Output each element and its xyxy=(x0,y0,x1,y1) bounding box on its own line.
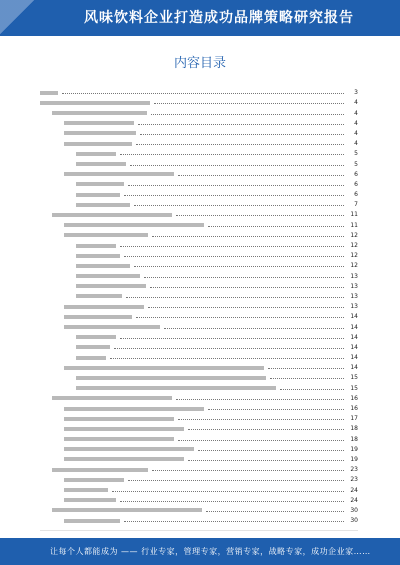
toc-leader-dots xyxy=(120,501,344,502)
toc-page-number: 14 xyxy=(350,364,358,372)
toc-entry-text-placeholder xyxy=(64,233,148,237)
toc-entry-title xyxy=(40,222,208,229)
toc-leader-dots xyxy=(120,246,344,247)
toc-entry[interactable] xyxy=(40,463,358,473)
toc-page-number: 11 xyxy=(350,221,358,229)
toc-entry-text-placeholder xyxy=(64,427,184,431)
toc-leader-dots xyxy=(138,124,344,125)
toc-leader-dots xyxy=(62,93,344,94)
toc-entry[interactable] xyxy=(40,402,358,412)
toc-entry-title xyxy=(40,283,150,290)
toc-page-number: 4 xyxy=(354,99,358,107)
toc-page-number: 30 xyxy=(350,517,358,525)
toc-leader-dots xyxy=(128,480,344,481)
toc-entry-text-placeholder xyxy=(76,335,116,339)
toc-leader-dots xyxy=(208,409,344,410)
toc-page-number: 14 xyxy=(350,343,358,351)
toc-leader-dots xyxy=(178,419,344,420)
toc-entry-text-placeholder xyxy=(64,457,184,461)
toc-page-number: 16 xyxy=(350,394,358,402)
toc-page-number: 13 xyxy=(350,282,358,290)
toc-page-number: 14 xyxy=(350,313,358,321)
toc-entry-text-placeholder xyxy=(64,223,204,227)
toc-entry-text-placeholder xyxy=(64,417,174,421)
toc-entry-title xyxy=(40,415,178,422)
toc-entry[interactable] xyxy=(40,157,358,167)
toc-entry-text-placeholder xyxy=(64,121,134,125)
toc-entry-title xyxy=(40,334,120,341)
toc-entry-text-placeholder xyxy=(76,244,116,248)
toc-page-number: 13 xyxy=(350,292,358,300)
toc-page-number: 6 xyxy=(354,191,358,199)
toc-page-number: 11 xyxy=(350,211,358,219)
toc-page-number: 4 xyxy=(354,129,358,137)
toc-entry[interactable] xyxy=(40,106,358,116)
toc-page-number: 12 xyxy=(350,242,358,249)
toc-entry-title xyxy=(40,497,120,504)
toc-entry[interactable] xyxy=(40,331,358,341)
toc-entry-text-placeholder xyxy=(76,356,106,360)
toc-entry[interactable] xyxy=(40,259,358,269)
toc-entry-title xyxy=(40,262,134,269)
toc-leader-dots xyxy=(136,144,344,145)
toc-leader-dots xyxy=(151,114,344,115)
toc-leader-dots xyxy=(270,378,344,379)
toc-page-number: 12 xyxy=(350,231,358,239)
toc-entry-text-placeholder xyxy=(76,162,126,166)
toc-entry-text-placeholder xyxy=(64,305,144,309)
toc-leader-dots xyxy=(198,450,344,451)
toc-entry[interactable] xyxy=(40,341,358,351)
toc-leader-dots xyxy=(178,175,344,176)
toc-leader-dots xyxy=(154,103,344,104)
toc-leader-dots xyxy=(114,348,344,349)
toc-entry-title xyxy=(40,181,128,188)
toc-entry[interactable] xyxy=(40,412,358,422)
toc-leader-dots xyxy=(206,511,344,512)
toc-entry[interactable] xyxy=(40,137,358,147)
toc-entry-text-placeholder xyxy=(64,488,108,492)
toc-entry-title xyxy=(40,293,126,300)
toc-page-number: 3 xyxy=(354,89,358,97)
toc-entry-text-placeholder xyxy=(76,284,146,288)
toc-leader-dots xyxy=(128,185,344,186)
report-title: 风味饮料企业打造成功品牌策略研究报告 xyxy=(84,10,354,26)
toc-entry-text-placeholder xyxy=(64,142,132,146)
toc-page-number: 13 xyxy=(350,303,358,311)
toc-entry-title xyxy=(40,476,128,483)
toc-page-number: 7 xyxy=(354,201,358,209)
toc-leader-dots xyxy=(134,266,344,267)
toc-entry-title xyxy=(40,313,136,320)
toc-entry-text-placeholder xyxy=(64,437,174,441)
toc-leader-dots xyxy=(124,521,344,522)
toc-page-number: 13 xyxy=(350,272,358,280)
toc-entry[interactable] xyxy=(40,392,358,402)
footer-tagline: 让每个人都能成为 —— 行业专家，管理专家，营销专家，战略专家，成功企业家…… xyxy=(50,547,371,556)
toc-entry-title xyxy=(40,110,151,117)
toc-entry[interactable] xyxy=(40,229,358,239)
toc-entry[interactable] xyxy=(40,351,358,361)
toc-entry-title xyxy=(40,99,154,106)
toc-leader-dots xyxy=(150,287,344,288)
toc-entry-title xyxy=(40,374,270,381)
toc-page-number: 12 xyxy=(350,262,358,270)
toc-entry-title xyxy=(40,130,140,137)
toc-leader-dots xyxy=(176,215,344,216)
toc-entry-title xyxy=(40,425,188,432)
toc-entry[interactable] xyxy=(40,239,358,249)
toc-leader-dots xyxy=(130,165,344,166)
toc-page-number: 19 xyxy=(350,455,358,463)
toc-entry[interactable] xyxy=(40,178,358,188)
toc-entry-title xyxy=(40,161,130,168)
toc-entry-text-placeholder xyxy=(64,366,264,370)
toc-entry-title xyxy=(40,395,176,402)
toc-entry-text-placeholder xyxy=(76,386,276,390)
toc-entry[interactable] xyxy=(40,473,358,483)
toc-entry[interactable] xyxy=(40,198,358,208)
report-footer xyxy=(0,538,400,565)
toc-entry-text-placeholder xyxy=(64,407,204,411)
toc-page-number: 5 xyxy=(354,160,358,168)
toc-entry[interactable] xyxy=(40,188,358,198)
toc-leader-dots xyxy=(280,389,344,390)
toc-leader-dots xyxy=(124,195,344,196)
toc-page-number: 4 xyxy=(354,140,358,148)
toc-entry-title xyxy=(40,456,188,463)
toc-entry[interactable] xyxy=(40,443,358,453)
toc-leader-dots xyxy=(136,317,344,318)
toc-entry[interactable] xyxy=(40,86,358,96)
toc-entry-text-placeholder xyxy=(64,519,120,523)
toc-entry[interactable] xyxy=(40,494,358,504)
toc-leader-dots xyxy=(152,470,344,471)
toc-entry[interactable] xyxy=(40,127,358,137)
toc-entry-text-placeholder xyxy=(40,91,58,95)
toc-entry[interactable] xyxy=(40,381,358,391)
toc-entry-title xyxy=(40,487,112,494)
toc-entry-title xyxy=(40,211,176,218)
toc-entry[interactable] xyxy=(40,483,358,493)
toc-entry-text-placeholder xyxy=(76,182,124,186)
toc-entry-text-placeholder xyxy=(52,468,148,472)
toc-page-number: 19 xyxy=(350,445,358,453)
toc-entry[interactable] xyxy=(40,514,358,524)
toc-entry-title xyxy=(40,446,198,453)
toc-page-number: 30 xyxy=(350,506,358,514)
toc-entry-text-placeholder xyxy=(64,498,116,502)
toc-leader-dots xyxy=(164,328,344,329)
toc-entry-title xyxy=(40,191,124,198)
toc-entry[interactable] xyxy=(40,290,358,300)
toc-entry-text-placeholder xyxy=(64,325,160,329)
toc-leader-dots xyxy=(134,205,344,206)
toc-entry-title xyxy=(40,385,280,392)
toc-entry-title xyxy=(40,303,148,310)
toc-entry-text-placeholder xyxy=(76,203,130,207)
toc-entry-text-placeholder xyxy=(64,131,136,135)
toc-entry[interactable] xyxy=(40,208,358,218)
toc-leader-dots xyxy=(144,277,344,278)
toc-entry-title xyxy=(40,354,110,361)
toc-leader-dots xyxy=(152,236,344,237)
toc-entry[interactable] xyxy=(40,361,358,371)
toc-entry-title xyxy=(40,344,114,351)
toc-page-number: 18 xyxy=(350,425,358,433)
toc-entry[interactable] xyxy=(40,218,358,228)
toc-page-number: 16 xyxy=(350,405,358,412)
header-accent-shape xyxy=(0,0,40,36)
toc-entry-title xyxy=(40,364,268,371)
toc-entry-text-placeholder xyxy=(52,396,172,400)
toc-leader-dots xyxy=(178,440,344,441)
toc-entry[interactable] xyxy=(40,249,358,259)
toc-entry-text-placeholder xyxy=(76,376,266,380)
toc-leader-dots xyxy=(112,491,344,492)
toc-entry-text-placeholder xyxy=(76,152,116,156)
footer-divider xyxy=(40,530,358,531)
toc-entry-text-placeholder xyxy=(76,193,120,197)
toc-entry[interactable] xyxy=(40,453,358,463)
toc-leader-dots xyxy=(120,154,344,155)
report-header xyxy=(0,0,400,36)
toc-leader-dots xyxy=(268,368,344,369)
toc-leader-dots xyxy=(188,429,344,430)
toc-page-number: 17 xyxy=(350,415,358,423)
toc-page-number: 15 xyxy=(350,384,358,392)
toc-entry-title xyxy=(40,232,152,239)
toc-page-number: 24 xyxy=(350,486,358,494)
toc-entry[interactable] xyxy=(40,310,358,320)
toc-entry-title xyxy=(40,436,178,443)
toc-entry-text-placeholder xyxy=(52,213,172,217)
toc-page-number: 23 xyxy=(350,466,358,474)
toc-page-number: 6 xyxy=(354,170,358,178)
toc-entry-text-placeholder xyxy=(76,294,122,298)
toc-page-number: 15 xyxy=(350,374,358,382)
toc-entry-title xyxy=(40,273,144,280)
toc-entry[interactable] xyxy=(40,432,358,442)
toc-page-number: 5 xyxy=(354,150,358,158)
toc-entry-title xyxy=(40,140,136,147)
toc-page-number: 14 xyxy=(350,333,358,341)
toc-entry[interactable] xyxy=(40,269,358,279)
toc-entry-text-placeholder xyxy=(64,172,174,176)
toc-page-number: 18 xyxy=(350,435,358,443)
toc-entry[interactable] xyxy=(40,280,358,290)
toc-entry-title xyxy=(40,324,164,331)
toc-leader-dots xyxy=(176,399,344,400)
toc-entry-text-placeholder xyxy=(40,101,150,105)
toc-leader-dots xyxy=(140,134,344,135)
toc-entry-title xyxy=(40,89,62,96)
toc-leader-dots xyxy=(148,307,344,308)
toc-page-number: 24 xyxy=(350,496,358,504)
toc-entry[interactable] xyxy=(40,147,358,157)
toc-entry-title xyxy=(40,517,124,524)
toc-entry-text-placeholder xyxy=(64,315,132,319)
toc-entry-text-placeholder xyxy=(76,264,130,268)
toc-entry-title xyxy=(40,405,208,412)
toc-entry-title xyxy=(40,150,120,157)
toc-entry[interactable] xyxy=(40,117,358,127)
toc-entry[interactable] xyxy=(40,504,358,514)
toc-entry-text-placeholder xyxy=(64,478,124,482)
toc-entry-text-placeholder xyxy=(52,111,147,115)
table-of-contents xyxy=(40,86,358,524)
toc-entry-text-placeholder xyxy=(76,254,120,258)
toc-entry[interactable] xyxy=(40,168,358,178)
toc-heading: 内容目录 xyxy=(173,56,226,71)
toc-entry-text-placeholder xyxy=(76,274,140,278)
toc-leader-dots xyxy=(120,338,344,339)
toc-entry-text-placeholder xyxy=(76,345,110,349)
toc-leader-dots xyxy=(110,358,344,359)
toc-entry[interactable] xyxy=(40,96,358,106)
toc-entry-title xyxy=(40,201,134,208)
toc-leader-dots xyxy=(126,297,344,298)
toc-page-number: 14 xyxy=(350,323,358,331)
toc-leader-dots xyxy=(208,226,344,227)
toc-entry[interactable] xyxy=(40,320,358,330)
toc-page-number: 4 xyxy=(354,119,358,127)
toc-leader-dots xyxy=(124,256,344,257)
toc-entry-title xyxy=(40,120,138,127)
toc-entry-title xyxy=(40,171,178,178)
toc-entry-text-placeholder xyxy=(64,447,194,451)
toc-entry-title xyxy=(40,242,120,249)
toc-entry-text-placeholder xyxy=(52,508,202,512)
toc-leader-dots xyxy=(188,460,344,461)
toc-entry[interactable] xyxy=(40,371,358,381)
toc-entry-title xyxy=(40,466,152,473)
toc-entry-title xyxy=(40,252,124,259)
toc-entry[interactable] xyxy=(40,300,358,310)
toc-entry[interactable] xyxy=(40,422,358,432)
toc-page-number: 14 xyxy=(350,354,358,362)
toc-entry-title xyxy=(40,507,206,514)
toc-page-number: 4 xyxy=(354,109,358,117)
toc-page-number: 12 xyxy=(350,252,358,260)
toc-page-number: 23 xyxy=(350,476,358,484)
toc-page-number: 6 xyxy=(354,180,358,188)
